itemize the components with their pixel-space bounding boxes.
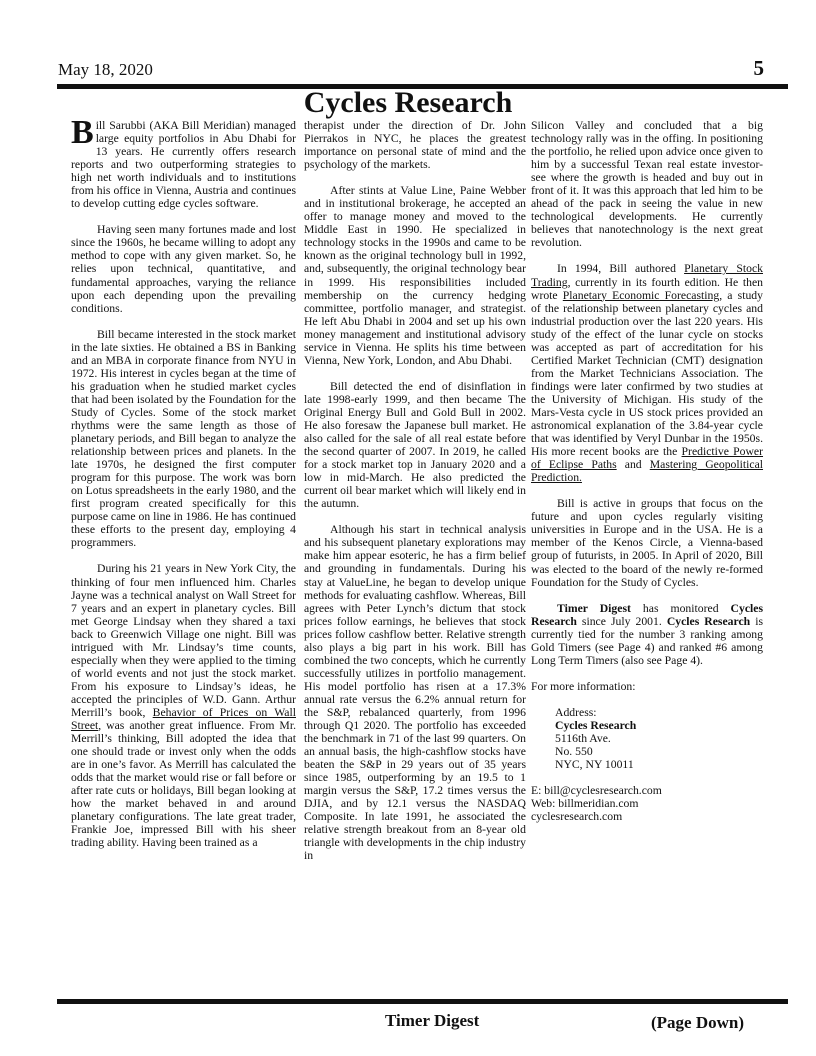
site-link[interactable]: cyclesresearch.com — [531, 810, 623, 824]
web-link[interactable]: Web: billmeridian.com — [531, 797, 639, 811]
book-title-link[interactable]: Predictive Power of Eclipse Paths — [531, 445, 764, 472]
article-column-1 — [71, 114, 296, 862]
paragraph: During his 21 years in New York City, the thinking of four men influenced him. Charles Jayne was a technical analyst on Wall Street for 7 years and an expert in planetary cycles. Bill met George Lindsay when they shared a taxi back to Greenwich Village one night. Bill was intrigued with Mr. Lindsay’s time counts, especially when they were applied to the timing of world events and not just the stock market. From his exposure to Lindsay’s ideas, he accepted the principles of W.D. Gann. Arthur Merrill’s book, Behavior of Prices on Wall Street, was another great influence. From Mr. Merrill’s thinking, Bill adopted the idea that one should trade or invest only when the odds are in one’s favor. As Merrill has calculated the odds that the market would rise or fall before or after rate cuts or holidays, Bill began looking at how the market behaved in and around planetary configurations. The late great trader, Frankie Joe, impressed Bill with his sheer trading ability. Having been trained as a — [71, 562, 296, 850]
page-number: 5 — [753, 56, 764, 80]
paragraph: Timer Digest has monitored Cycles Research since July 2001. Cycles Research is currently tied for the number 3 ranking among Gold Timers (see Page 4) and ranked #6 among Long Term Timers (also see Page 4). — [531, 601, 764, 667]
paragraph: After stints at Value Line, Paine Webber and in institutional brokerage, he accepted an offer to manage money and moved to the Middle East in 1990. He specialized in technology stocks in the 1990s and came to be known as the original technology bull in 1992, and, subsequently, the original technology bear in 1999. His responsibilities included membership on the currency hedging committee, portfolio manager, and strategist. He left Abu Dhabi in 2004 and set up his own money management and institutional advisory service in Vienna. He splits his time between Vienna, New York, London, and Abu Dhabi. — [304, 184, 526, 367]
paragraph: Bill became interested in the stock market in the late sixties. He obtained a BS in Banking and an MBA in corporate finance from NYU in 1972. His interest in cycles began at the time of his graduation when he studied market cycles that had been isolated by the Foundation for the Study of Cycles. Some of the stock market rhythms were the same length as those of planetary periods, and Bill began to analyze the relationship between prices and planets. In the late 1970s, he designed the first computer program for this purpose. The work was born on Lotus spreadsheets in the early 1980, and the first program created specifically for this purpose came on line in 1986. He has continued these efforts to the present day, employing 4 programmers. — [71, 327, 296, 550]
bottom-rule — [57, 999, 788, 1004]
book-title-link[interactable]: Mastering Geopolitical Prediction. — [531, 458, 764, 485]
book-title-link[interactable]: Planetary Stock Trading — [531, 262, 763, 289]
address-block — [555, 706, 763, 771]
book-title-link[interactable]: Behavior of Prices on Wall Street — [71, 705, 296, 733]
paragraph: therapist under the direction of Dr. John Pierrakos in NYC, he places the greatest importance on personal state of mind and the psychology of the markets. — [304, 119, 526, 172]
footer-publication: Timer Digest — [385, 1011, 480, 1030]
issue-date: May 18, 2020 — [58, 60, 153, 79]
email-link[interactable]: E: bill@cyclesresearch.com — [531, 784, 662, 798]
drop-cap: B — [71, 114, 94, 151]
paragraph: In 1994, Bill authored Planetary Stock Trading, currently in its fourth edition. He then wrote Planetary Economic Forecasting, a study of the relationship between planetary cycles and industrial production over the last 220 years. His study of the effect of the lunar cycle on stocks was accepted as part of accreditation for his Certified Market Technician (CMT) designation from the Market Technicians Association. The findings were later confirmed by two studies at the University of Michigan. His study of the Mars-Vesta cycle in US stock prices provided an astronomical explanation of the 3.84-year cycle that was identified by Veryl Dunbar in the 1950s. His more recent books are the Predictive Power of Eclipse Paths and Mastering Geopolitical Prediction. — [531, 262, 764, 485]
address-label: Address: — [555, 705, 597, 719]
paragraph: Bill is active in groups that focus on the future and upon cycles regularly visiting universities in Europe and in the USA. He is a member of the Kenos Circle, a Vienna-based group of futurists, in 2005. In April of 2020, Bill was elected to the board of the newly re-formed Foundation for the Study of Cycles. — [531, 497, 763, 589]
paragraph: Having seen many fortunes made and lost since the 1960s, he became willing to adopt any method to cope with any given market. So, he relies upon technical, quantitative, and fundamental approaches, varying the reliance upon each depending upon the prevailing conditions. — [71, 223, 296, 315]
book-title-link[interactable]: Planetary Economic Forecasting — [562, 288, 720, 302]
contact-block — [531, 784, 763, 823]
page-title: Cycles Research — [303, 86, 513, 119]
page-down-link[interactable]: (Page Down) — [651, 1013, 745, 1032]
address-city: NYC, NY 10011 — [555, 758, 634, 772]
paragraph: Silicon Valley and concluded that a big technology rally was in the offing. In positioning the portfolio, he relied upon advice once given to him by a successful Texan real estate investor- see where the growth is headed and buy out in front of it. It was this approach that led him to be ahead of the pack in seeing the value in new technological developments. He currently believes that nanotechnology is the next great revolution. — [531, 119, 763, 250]
address-street: 5116th Ave. — [555, 731, 611, 745]
article-column-2 — [304, 119, 526, 876]
address-suite: No. 550 — [555, 745, 593, 759]
address-name: Cycles Research — [555, 718, 637, 732]
more-info-label: For more information: — [531, 679, 636, 693]
paragraph: Bill detected the end of disinflation in late 1998-early 1999, and then became The Original Energy Bull and Gold Bull in 2002. He also foresaw the Japanese bull market. He also called for the sale of all real estate before the second quarter of 2007. In 2019, he called for a stock market top in January 2020 and a low in mid-March. He also predicted the current oil bear market which will likely end in the autumn. — [304, 379, 526, 511]
article-column-3 — [531, 119, 763, 823]
paragraph: Bill Sarubbi (AKA Bill Meridian) managed large equity portfolios in Abu Dhabi for 13 years. He currently offers research reports and two outperforming strategies to high net worth individuals and to institutions from his office in Vienna, Austria and continues to develop cutting edge cycles software. — [71, 114, 296, 211]
paragraph: Although his start in technical analysis and his subsequent planetary explorations may make him appear esoteric, he has a firm belief and grounding in fundamentals. During his stay at ValueLine, he began to develop unique methods for evaluating cashflow. Whereas, Bill agrees with Peter Lynch’s dictum that stock prices follow earnings, he believes that stock prices follow cashflow better. Relative strength also plays a big part in his work. Bill has combined the two concepts, which he currently successfully utilizes in portfolio management. His model portfolio has risen at a 17.3% annual rate versus the 6.2% annual return for the S&P, rebalanced quarterly, from 1996 through Q1 2020. The portfolio has exceeded the benchmark in 71 of the last 99 quarters. On an annual basis, the high-cashflow stocks have beaten the S&P in 29 years out of 35 years since 1985, outperforming by an 19.5 to 1 margin versus the S&P, 17.2 times versus the DJIA, and by 12.1 versus the NASDAQ Composite. In late 1991, he associated the relative strength breakout from an 8-year old triangle with developments in the chip industry in — [304, 523, 526, 863]
